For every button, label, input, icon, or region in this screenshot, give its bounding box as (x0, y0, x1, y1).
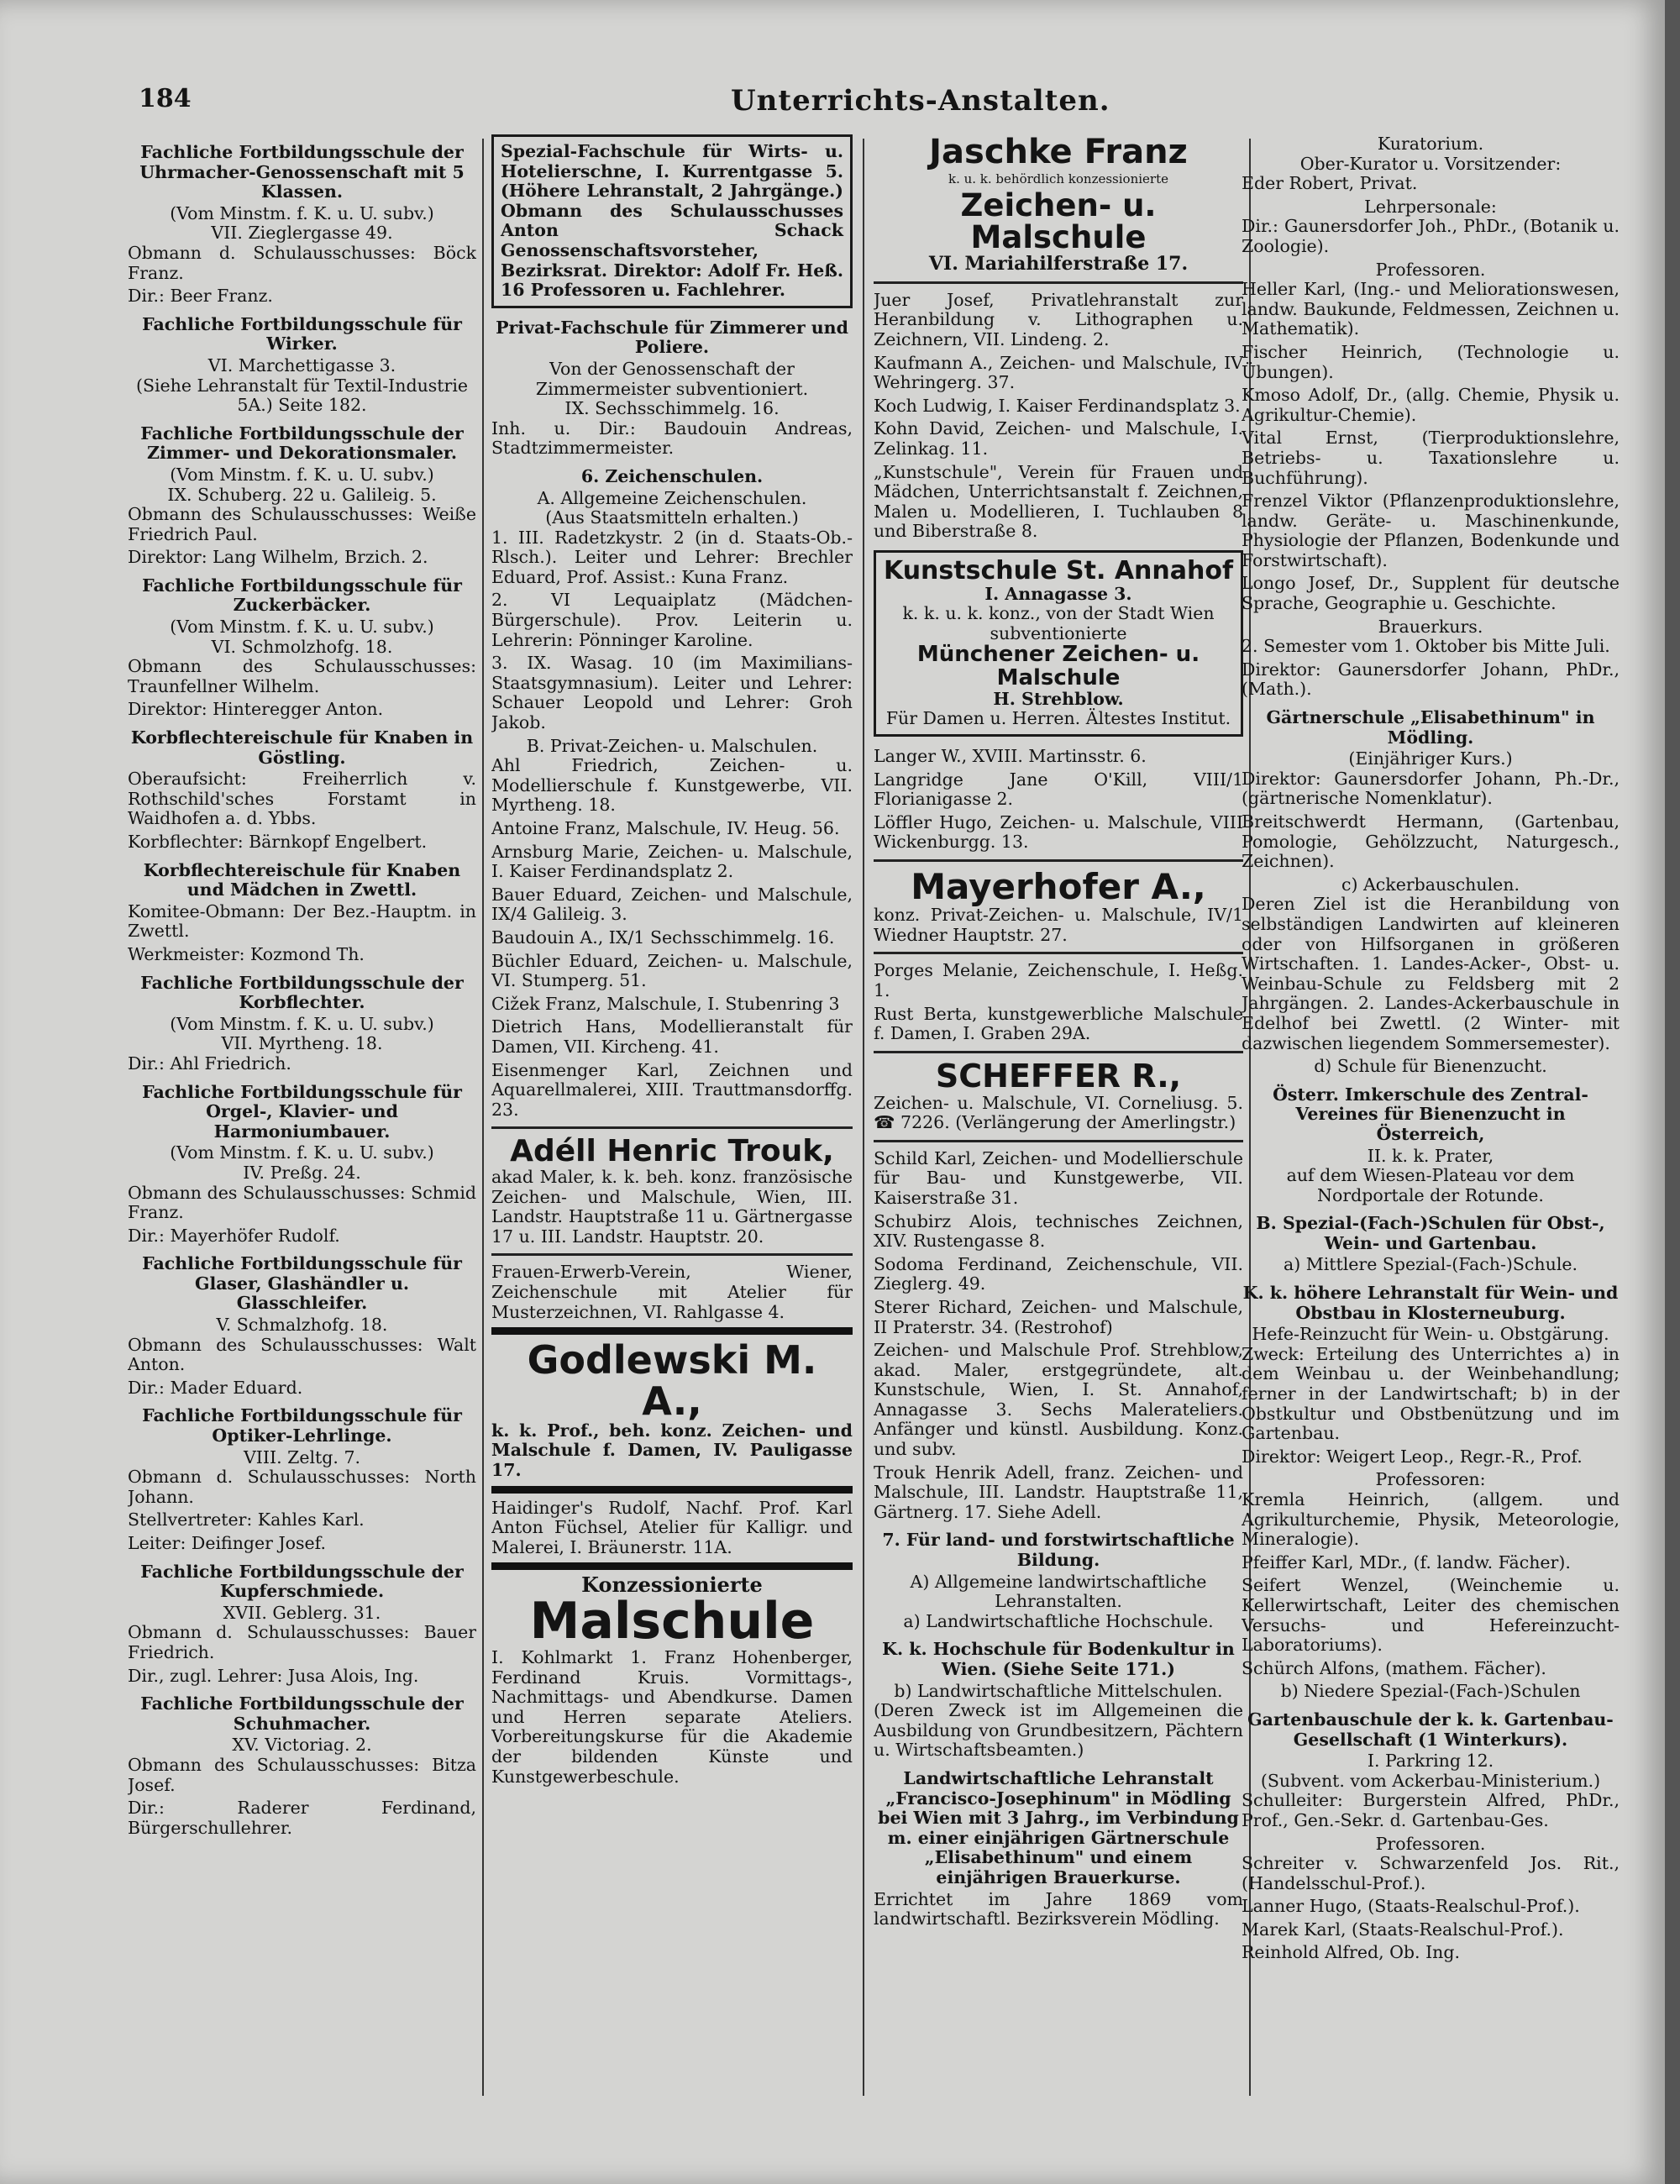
entry: c) Ackerbauschulen. (1341, 874, 1520, 895)
column-3-entries-a (874, 291, 1243, 542)
page-number: 184 (139, 84, 192, 113)
entry-heading: Gartenbauschule der k. k. Gartenbau-Gesellschaft (1 Winterkurs). (1247, 1709, 1614, 1750)
entry: Lehrpersonale: (1364, 196, 1497, 217)
entry: Koch Ludwig, I. Kaiser Ferdinandsplatz 3. (874, 395, 1241, 416)
ad-konz-malschule (491, 1572, 853, 1787)
entry-heading: Fachliche Fortbildungsschule für Optiker-Lehrlinge. (142, 1405, 462, 1446)
entry: A) Allgemeine landwirtschaftliche Lehranstalten. (910, 1571, 1207, 1612)
ad-mayerhofer (874, 866, 1243, 945)
entry: XVII. Geblerg. 31. (223, 1602, 381, 1623)
entry: Leiter: Deifinger Josef. (128, 1533, 327, 1553)
entry-heading: Fachliche Fortbildungsschule für Zuckerbäcker. (142, 575, 462, 616)
malschule-title: Malschule (529, 1592, 815, 1651)
entry-heading: Korbflechtereischule für Knaben und Mädchen in Zwettl. (143, 859, 461, 900)
divider (874, 1051, 1243, 1053)
entry: VII. Zieglergasse 49. (211, 223, 393, 244)
entry: Kremla Heinrich, (allgem. und Agrikulturchemie, Physik, Meteorologie, Mineralogie). (1242, 1489, 1620, 1550)
column-rule (482, 139, 484, 2096)
entry-heading: Landwirtschaftliche Lehranstalt „Francisco-Josephinum" in Mödling bei Wien mit 3 Jahrg., im Verbindung m. einer einjährigen Gärtnerschule „Elisabethinum" und einem einjährigen Brauerkurse. (878, 1767, 1239, 1887)
entry: Von der Genossenschaft der Zimmermeister subventioniert. (535, 358, 809, 399)
godlewski-text: k. k. Prof., beh. konz. Zeichen- und Malschule f. Damen, IV. Pauligasse 17. (491, 1420, 853, 1481)
entry-heading: B. Spezial-(Fach-)Schulen für Obst-, Wein- und Gartenbau. (1256, 1213, 1605, 1253)
entry-heading: Fachliche Fortbildungsschule der Kupferschmiede. (140, 1561, 464, 1602)
entry: (Vom Minstm. f. K. u. U. subv.) (170, 1142, 434, 1163)
entry: Hefe-Reinzucht für Wein- u. Obstgärung. (1252, 1324, 1609, 1345)
entry-heading: Korbflechtereischule für Knaben in Göstling. (130, 727, 474, 768)
entry: Zweck: Erteilung des Unterrichtes a) in dem Weinbau u. der Weinbehandlung; ferner in der Landwirtschaft; b) in der Obstkultur und Obstbenützung und im Gartenbau. (1242, 1343, 1620, 1444)
entry: 2. Semester vom 1. Oktober bis Mitte Juli. (1242, 636, 1610, 657)
entry: Seifert Wenzel, (Weinchemie u. Kellerwirtschaft, Leiter des chemischen Versuchs- und Hefereinzucht-Laboratoriums). (1242, 1575, 1620, 1656)
entry: Löffler Hugo, Zeichen- u. Malschule, VIII Wickenburgg. 13. (874, 811, 1243, 853)
entry: auf dem Wiesen-Plateau vor dem Nordportale der Rotunde. (1286, 1165, 1575, 1205)
entry: Schulleiter: Burgerstein Alfred, PhDr., Prof., Gen.-Sekr. d. Gartenbau-Ges. (1242, 1790, 1620, 1830)
entry: Professoren. (1375, 1833, 1486, 1854)
divider (874, 281, 1243, 284)
entry: Obmann des Schulausschusses: Weiße Friedrich Paul. (128, 504, 476, 544)
entry: V. Schmalzhofg. 18. (216, 1315, 388, 1336)
entry: Direktor: Gaunersdorfer Johann, PhDr., (Math.). (1242, 659, 1620, 700)
entry: Zeichen- und Malschule Prof. Strehblow, akad. Maler, erstgegründete, alt. Kunstschule, Wien, I. St. Annahof, Annagasse 3. Sechs Malerateliers. Anfänger und künstl. Ausbildung. Konz. und subv. (874, 1340, 1243, 1460)
entry: (Vom Minstm. f. K. u. U. subv.) (170, 617, 434, 638)
entry: Oberaufsicht: Freiherrlich v. Rothschild'sches Forstamt in Waidhofen a. d. Ybbs. (128, 769, 476, 829)
entry: Dir.: Gaunersdorfer Joh., PhDr., (Botanik u. Zoologie). (1242, 216, 1620, 256)
entry: Dietrich Hans, Modellieranstalt für Damen, VII. Kircheng. 41. (491, 1016, 853, 1057)
entry-heading: K. k. höhere Lehranstalt für Wein- und Obstbau in Klosterneuburg. (1242, 1283, 1619, 1323)
entry: d) Schule für Bienenzucht. (1314, 1056, 1547, 1077)
ad-scheffer (874, 1057, 1243, 1133)
entry: Sodoma Ferdinand, Zeichenschule, VII. Zieglerg. 49. (874, 1253, 1243, 1294)
entry: Cižek Franz, Malschule, I. Stubenring 3 (491, 993, 840, 1014)
entry: IX. Sechsschimmelg. 16. (564, 398, 780, 419)
entry: Longo Josef, Dr., Supplent für deutsche Sprache, Geographie u. Geschichte. (1242, 573, 1620, 614)
entry: Direktor: Gaunersdorfer Johann, Ph.-Dr., (gärtnerische Nomenklatur). (1242, 768, 1620, 809)
entry: Frenzel Viktor (Pflanzenproduktionslehre, landw. Geräte- u. Maschinenkunde, Physiologie der Pflanzen, Bodenkunde und Forstwirtschaft). (1242, 491, 1620, 570)
entry: Korbflechter: Bärnkopf Engelbert. (128, 832, 428, 852)
entry: (Einjähriger Kurs.) (1348, 748, 1513, 769)
entry: Rust Berta, kunstgewerbliche Malschule f. Damen, I. Graben 29A. (874, 1003, 1243, 1044)
entry: Ober-Kurator u. Vorsitzender: (1299, 153, 1562, 174)
entry: Schürch Alfons, (mathem. Fächer). (1242, 1657, 1546, 1678)
divider (874, 1140, 1243, 1142)
entry: Schubirz Alois, technisches Zeichnen, XIV. Rustengasse 8. (874, 1210, 1243, 1252)
haidinger-entry: Haidinger's Rudolf, Nachf. Prof. Karl Anton Füchsel, Atelier für Kalligr. und Malerei, I. Bräunerstr. 11A. (491, 1497, 853, 1557)
entry: Baudouin A., IX/1 Sechsschimmelg. 16. (491, 927, 835, 948)
entry: Büchler Eduard, Zeichen- u. Malschule, VI. Stumperg. 51. (491, 950, 853, 991)
entry: a) Landwirtschaftliche Hochschule. (903, 1610, 1214, 1631)
entry: Porges Melanie, Zeichenschule, I. Heßg. 1. (874, 960, 1243, 1000)
entry: Direktor: Weigert Leop., Regr.-R., Prof. (1242, 1446, 1583, 1467)
entry: Langer W., XVIII. Martinsstr. 6. (874, 746, 1147, 767)
column-4 (1242, 134, 1620, 2117)
column-3-entries-c (874, 961, 1243, 1043)
ad-trouk (491, 1136, 853, 1247)
entry: a) Mittlere Spezial-(Fach-)Schule. (1283, 1254, 1578, 1275)
column-3-entries-b (874, 747, 1243, 853)
column-2-entries (491, 318, 853, 1121)
entry-heading: Privat-Fachschule für Zimmerer und Poliere. (496, 317, 848, 358)
jaschke-addr: VI. Mariahilferstraße 17. (928, 253, 1189, 276)
divider (491, 1486, 853, 1494)
entry: „Kunstschule", Verein für Frauen und Mädchen, Unterrichtsanstalt f. Zeichnen, Malen u. Modellieren, I. Tuchlauben 8 und Biberstraße 8. (874, 461, 1243, 542)
entry-heading: 7. Für land- und forstwirtschaftliche Bildung. (882, 1530, 1235, 1571)
column-3-entries-d (874, 1149, 1243, 1929)
entry: Komitee-Obmann: Der Bez.-Hauptm. in Zwettl. (128, 900, 476, 942)
entry: Dir.: Ahl Friedrich. (128, 1053, 291, 1074)
entry: II. k. k. Prater, (1367, 1145, 1494, 1166)
entry: XV. Victoriag. 2. (232, 1735, 372, 1756)
annahof-name: Münchener Zeichen- u. Malschule (916, 642, 1200, 690)
entry: VI. Schmolzhofg. 18. (211, 636, 393, 657)
entry: (Deren Zweck ist im Allgemeinen die Ausbildung von Grundbesitzern, Pächtern u. Wirtschaftsbeamten.) (874, 1700, 1243, 1761)
trouk-text: akad Maler, k. k. beh. konz. französische Zeichen- und Malschule, Wien, III. Landstr. Hauptstraße 11 u. Gärtnergasse 17 u. III. Landstr. Hauptstr. 20. (491, 1167, 853, 1247)
entry-heading: K. k. Hochschule für Bodenkultur in Wien. (Siehe Seite 171.) (882, 1639, 1235, 1680)
entry: Fischer Heinrich, (Technologie u. Übungen). (1242, 341, 1620, 382)
entry: VI. Marchettigasse 3. (207, 354, 396, 375)
entry: Dir.: Mayerhöfer Rudolf. (128, 1225, 340, 1246)
column-2 (491, 134, 853, 2117)
entry: Vital Ernst, (Tierproduktionslehre, Betriebs- u. Taxationslehre u. Buchführung). (1242, 428, 1620, 488)
entry-heading: Fachliche Fortbildungsschule für Orgel-, Klavier- und Harmoniumbauer. (142, 1081, 462, 1142)
entry: (Vom Minstm. f. K. u. U. subv.) (170, 202, 434, 223)
entry-heading: Österr. Imkerschule des Zentral-Vereines für Bienenzucht in Österreich, (1273, 1084, 1588, 1144)
entry: Kaufmann A., Zeichen- und Malschule, IV Wehringerg. 37. (874, 352, 1243, 393)
running-head: Unterrichts-Anstalten. (731, 84, 1110, 118)
divider (874, 952, 1243, 954)
entry: Marek Karl, (Staats-Realschul-Prof.). (1242, 1919, 1564, 1940)
entry: b) Niedere Spezial-(Fach-)Schulen (1280, 1681, 1581, 1702)
entry: Stellvertreter: Kahles Karl. (128, 1509, 365, 1530)
entry: Inh. u. Dir.: Baudouin Andreas, Stadtzimmermeister. (491, 417, 853, 459)
entry: Obmann des Schulausschusses: Schmid Franz. (128, 1182, 476, 1223)
entry: Ahl Friedrich, Zeichen- u. Modellierschule f. Kunstgewerbe, VII. Myrtheng. 18. (491, 755, 853, 816)
entry: Reinhold Alfred, Ob. Ing. (1242, 1942, 1461, 1963)
entry: Dir.: Mader Eduard. (128, 1377, 303, 1398)
entry: Professoren: (1375, 1469, 1486, 1490)
book-edge (1665, 0, 1680, 2184)
entry: Schreiter v. Schwarzenfeld Jos. Rit., (Handelsschul-Prof.). (1242, 1853, 1620, 1893)
entry: Langridge Jane O'Kill, VIII/1 Florianigasse 2. (874, 769, 1243, 810)
entry: b) Landwirtschaftliche Mittelschulen. (894, 1680, 1223, 1701)
entry: Deren Ziel ist die Heranbildung von selbständigen Landwirten auf kleineren oder von Hilfsorganen in größeren Wirtschaften. 1. Landes-Acker-, Obst- u. Weinbau-Schule zu Feldsberg mit 2 Jahrgängen. 2. Landes-Ackerbauschule in Edelhof bei Zwettl. (2 Winter- mit dazwischen liegendem Sommersemester). (1242, 894, 1620, 1053)
malschule-text: I. Kohlmarkt 1. Franz Hohenberger, Ferdinand Kruis. Vormittags-, Nachmittags- und Abendkurse. Damen und Herren separate Ateliers. Vorbereitungskurse für die Akademie der bildenden Künste und Kunstgewerbeschule. (491, 1647, 853, 1787)
entry: B. Privat-Zeichen- u. Malschulen. (526, 735, 818, 756)
entry: Obmann des Schulausschusses: Traunfellner Wilhelm. (128, 656, 476, 696)
trouk-name: Adéll Henric Trouk, (510, 1134, 834, 1169)
jaschke-name: Jaschke Franz (929, 134, 1188, 171)
entry: Professoren. (1375, 259, 1486, 280)
entry: Werkmeister: Kozmond Th. (128, 943, 365, 964)
entry: Schild Karl, Zeichen- und Modellierschule für Bau- und Kunstgewerbe, VII. Kaiserstraße 31. (874, 1147, 1243, 1208)
entry: Dir., zugl. Lehrer: Jusa Alois, Ing. (128, 1665, 419, 1686)
entry: Arnsburg Marie, Zeichen- u. Malschule, I. Kaiser Ferdinandsplatz 2. (491, 841, 853, 882)
entry-heading: Fachliche Fortbildungsschule für Wirker. (142, 313, 462, 354)
entry: A. Allgemeine Zeichenschulen. (537, 487, 807, 508)
entry: Eder Robert, Privat. (1242, 173, 1418, 194)
ad-annahof (874, 550, 1243, 737)
divider (491, 1126, 853, 1129)
entry: Obmann des Schulausschusses: Bitza Josef. (128, 1754, 476, 1795)
entry: Obmann d. Schulausschusses: North Johann. (128, 1467, 476, 1507)
entry: VII. Myrtheng. 18. (221, 1033, 383, 1054)
entry: Eisenmenger Karl, Zeichnen und Aquarellmalerei, XIII. Trauttmansdorffg. 23. (491, 1059, 853, 1120)
entry: Errichtet im Jahre 1869 vom landwirtschaftl. Bezirksverein Mödling. (874, 1888, 1243, 1929)
entry: Lanner Hugo, (Staats-Realschul-Prof.). (1242, 1896, 1580, 1917)
entry-heading: Fachliche Fortbildungsschule der Schuhmacher. (140, 1693, 464, 1734)
entry-heading: Fachliche Fortbildungsschule der Korbflechter. (140, 972, 464, 1013)
annahof-title: Kunstschule St. Annahof (883, 556, 1234, 585)
entry: Pfeiffer Karl, MDr., (f. landw. Fächer). (1242, 1551, 1571, 1572)
mayerhofer-text: konz. Privat-Zeichen- u. Malschule, IV/1 Wiedner Hauptstr. 27. (874, 905, 1243, 945)
entry: I. Parkring 12. (1367, 1751, 1494, 1772)
annahof-addr: I. Annagasse 3. (984, 583, 1132, 604)
annahof-owner: H. Strehblow. (993, 688, 1124, 709)
entry: (Siehe Lehranstalt für Textil-Industrie 5A.) Seite 182. (135, 375, 469, 416)
column-1 (128, 134, 476, 2117)
scheffer-name: SCHEFFER R., (935, 1057, 1182, 1095)
divider (491, 1562, 853, 1570)
entry: Bauer Eduard, Zeichen- und Malschule, IX/4 Galileig. 3. (491, 884, 853, 925)
entry: Obmann d. Schulausschusses: Bauer Friedrich. (128, 1622, 476, 1662)
entry: Direktor: Hinteregger Anton. (128, 699, 384, 720)
mayerhofer-name: Mayerhofer A., (911, 866, 1206, 908)
entry: IV. Preßg. 24. (243, 1162, 361, 1183)
ad-jaschke (874, 134, 1243, 275)
entry: IX. Schuberg. 22 u. Galileig. 5. (167, 484, 437, 505)
entry: Trouk Henrik Adell, franz. Zeichen- und Malschule, III. Landstr. Hauptstraße 11, Gärtnerg. 17. Siehe Adell. (874, 1462, 1243, 1522)
column-3 (874, 134, 1243, 2117)
entry: Juer Josef, Privatlehranstalt zur Heranbildung v. Lithographen u. Zeichnern, VII. Lindeng. 2. (874, 289, 1243, 350)
divider (491, 1327, 853, 1335)
jaschke-title: Zeichen- u. Malschule (960, 186, 1157, 256)
entry: Sterer Richard, Zeichen- und Malschule, II Praterstr. 34. (Restrohof) (874, 1296, 1243, 1337)
entry: Kmoso Adolf, Dr., (allg. Chemie, Physik u. Agrikultur-Chemie). (1242, 385, 1620, 425)
entry: Breitschwerdt Hermann, (Gartenbau, Pomologie, Gehölzzucht, Naturgesch., Zeichnen). (1242, 811, 1620, 872)
divider (874, 859, 1243, 862)
entry: 2. VI Lequaiplatz (Mädchen-Bürgerschule). Prov. Leiterin u. Lehrerin: Pönninger Karoline. (491, 590, 853, 650)
frauen-erwerb-verein: Frauen-Erwerb-Verein, Wiener, Zeichenschule mit Atelier für Musterzeichnen, VI. Rahlgasse 4. (491, 1262, 853, 1322)
ad-godlewski (491, 1337, 853, 1481)
entry: 1. III. Radetzkystr. 2 (in d. Staats-Ob.-Rlsch.). Leiter und Lehrer: Brechler Eduard, Prof. Assist.: Kuna Franz. (491, 527, 853, 587)
entry: Obmann d. Schulausschusses: Böck Franz. (128, 242, 476, 283)
column-rule (863, 139, 864, 2096)
entry-heading: 6. Zeichenschulen. (580, 465, 764, 486)
entry: Brauerkurs. (1378, 616, 1483, 637)
entry-heading: Fachliche Fortbildungsschule der Uhrmacher-Genossenschaft mit 5 Klassen. (139, 142, 465, 202)
entry: Direktor: Lang Wilhelm, Brzich. 2. (128, 547, 428, 568)
annahof-foot: Für Damen u. Herren. Ältestes Institut. (885, 708, 1231, 729)
entry: VIII. Zeltg. 7. (243, 1446, 360, 1467)
scheffer-text: Zeichen- u. Malschule, VI. Corneliusg. 5. ☎ 7226. (Verlängerung der Amerlingstr.) (874, 1092, 1243, 1133)
konz-label: Konzessionierte (581, 1572, 763, 1598)
entry: Dir.: Raderer Ferdinand, Bürgerschullehrer. (128, 1798, 476, 1838)
jaschke-sub: k. u. k. behördlich konzessionierte (948, 171, 1168, 186)
entry: Obmann des Schulausschusses: Walt Anton. (128, 1334, 476, 1375)
divider (491, 1253, 853, 1256)
entry-heading: Fachliche Fortbildungsschule der Zimmer- und Dekorationsmaler. (140, 423, 464, 464)
entry: Dir.: Beer Franz. (128, 286, 273, 307)
entry: (Aus Staatsmitteln erhalten.) (545, 507, 799, 528)
godlewski-name: Godlewski M. A., (527, 1337, 817, 1424)
entry: Kuratorium. (1377, 134, 1484, 154)
entry: (Vom Minstm. f. K. u. U. subv.) (170, 1013, 434, 1034)
entry-heading: Gärtnerschule „Elisabethinum" in Mödling. (1266, 707, 1595, 748)
entry: 3. IX. Wasag. 10 (im Maximilians-Staatsgymnasium). Leiter und Lehrer: Schauer Leopold und Lehrer: Groh Jakob. (491, 653, 853, 733)
annahof-sub: k. k. u. k. konz., von der Stadt Wien subventionierte (902, 603, 1215, 643)
entry: (Vom Minstm. f. K. u. U. subv.) (170, 464, 434, 485)
entry: (Subvent. vom Ackerbau-Ministerium.) (1260, 1770, 1601, 1791)
ad-spezial-fachschule: Spezial-Fachschule für Wirts- u. Hotelierschne, I. Kurrentgasse 5. (Höhere Lehranstalt, 2 Jahrgänge.) Obmann des Schulausschusses Anton Schack Genossenschaftsvorsteher, Bezirksrat. Direktor: Adolf Fr. Heß. 16 Professoren u. Fachlehrer. (491, 134, 853, 308)
entry: Antoine Franz, Malschule, IV. Heug. 56. (491, 818, 840, 838)
entry: Kohn David, Zeichen- und Malschule, I. Zelinkag. 11. (874, 418, 1243, 459)
entry: Heller Karl, (Ing.- und Meliorationswesen, landw. Baukunde, Feldmessen, Zeichnen u. Mathematik). (1242, 279, 1620, 339)
entry-heading: Fachliche Fortbildungsschule für Glaser, Glashändler u. Glasschleifer. (142, 1253, 462, 1314)
